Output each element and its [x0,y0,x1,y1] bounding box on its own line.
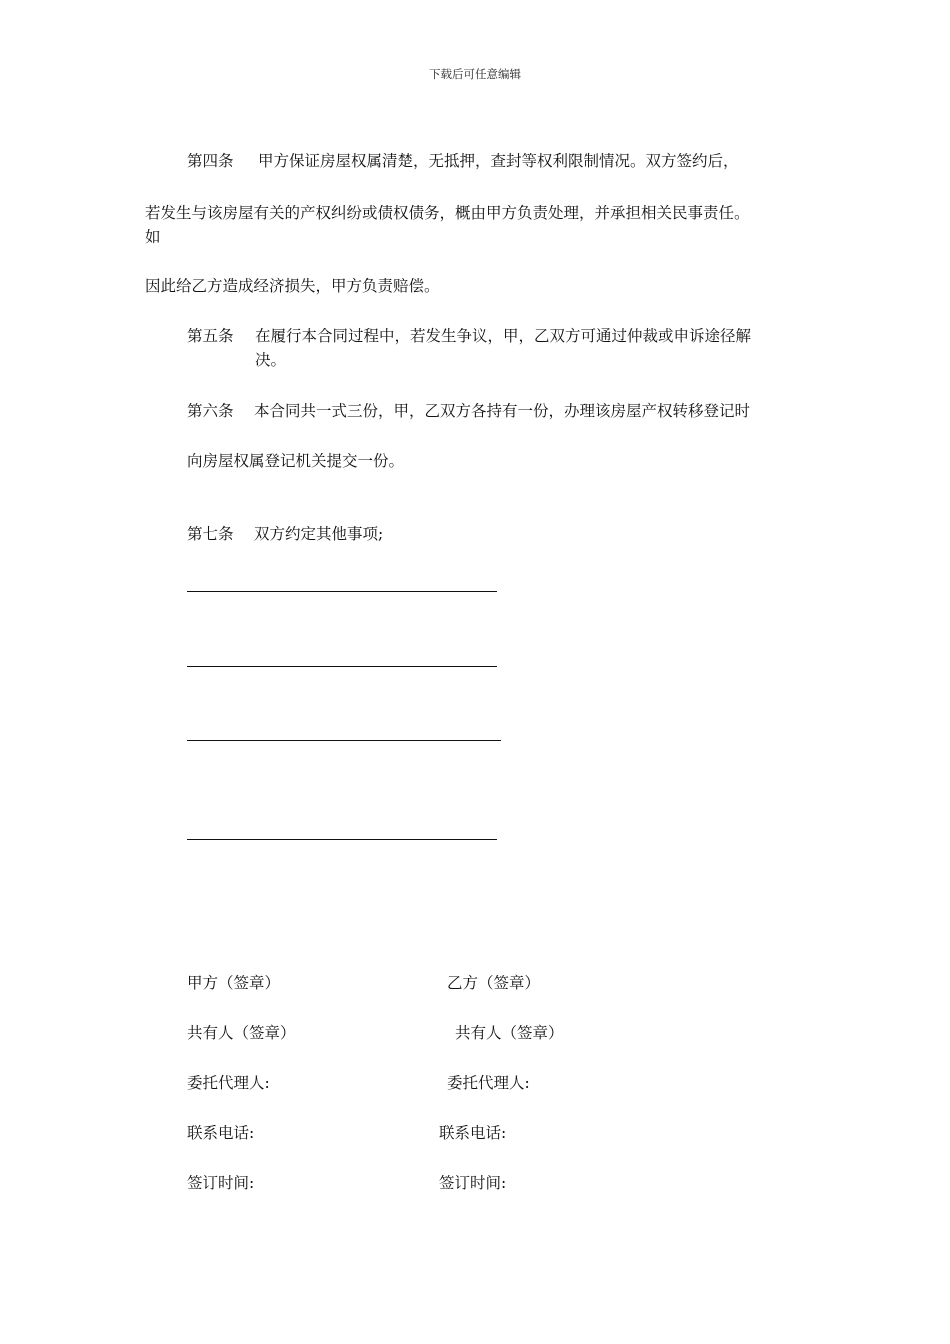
party-b-co-owner-label: 共有人（签章） [455,1024,564,1042]
blank-line-3 [187,740,501,741]
article-6-line-2: 向房屋权属登记机关提交一份。 [187,452,405,470]
party-a-date-label: 签订时间: [187,1174,255,1192]
article-6-line-1: 本合同共一式三份，甲，乙双方各持有一份，办理该房屋产权转移登记时 [254,402,751,420]
party-b-date-label: 签订时间: [439,1174,507,1192]
party-a-phone-label: 联系电话: [187,1124,255,1142]
article-4-line-1: 甲方保证房屋权属清楚，无抵押，查封等权利限制情况。双方签约后， [258,152,739,170]
article-4-line-2b: 如 [145,228,161,246]
party-a-agent-label: 委托代理人: [187,1074,270,1092]
article-5-number: 第五条 [187,327,234,345]
article-5-line-1: 在履行本合同过程中，若发生争议，甲，乙双方可通过仲裁或申诉途径解 [255,327,752,345]
party-b-phone-label: 联系电话: [439,1124,507,1142]
party-b-seal-label: 乙方（签章） [447,974,541,992]
article-7-text: 双方约定其他事项; [254,525,384,543]
blank-line-2 [187,666,497,667]
article-4-line-2: 若发生与该房屋有关的产权纠纷或债权债务，概由甲方负责处理，并承担相关民事责任。 [145,204,750,222]
blank-line-1 [187,591,497,592]
article-5-line-2: 决。 [255,351,287,369]
party-b-agent-label: 委托代理人: [447,1074,530,1092]
party-a-co-owner-label: 共有人（签章） [187,1024,296,1042]
article-7-number: 第七条 [187,525,234,543]
article-6-number: 第六条 [187,402,234,420]
article-4-line-3: 因此给乙方造成经济损失，甲方负责赔偿。 [145,277,440,295]
party-a-seal-label: 甲方（签章） [187,974,281,992]
blank-line-4 [187,839,497,840]
article-4-number: 第四条 [187,152,234,170]
page-header-note: 下载后可任意编辑 [429,67,521,81]
